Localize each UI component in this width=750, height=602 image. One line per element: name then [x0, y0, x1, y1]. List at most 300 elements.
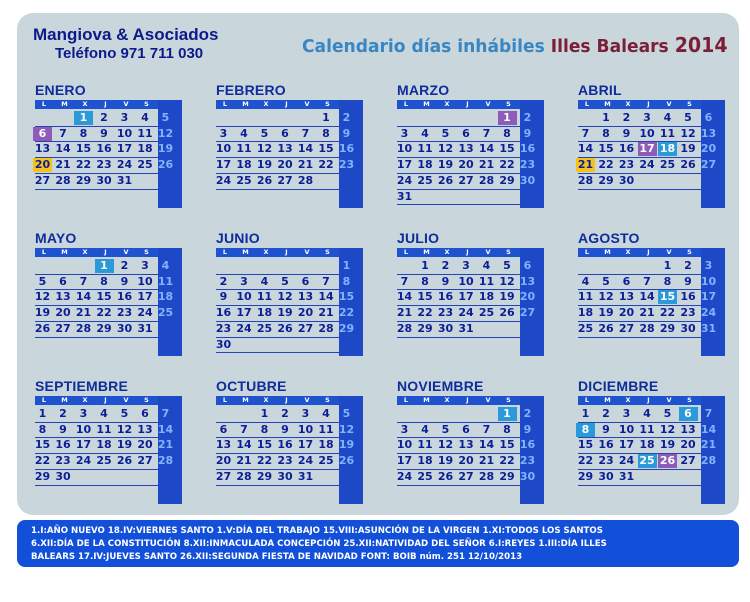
calendar-day: 27 — [137, 454, 153, 468]
calendar-day: 1 — [663, 259, 672, 272]
calendar-day: 7 — [581, 126, 590, 140]
week-divider — [397, 485, 520, 486]
calendar-day: 19 — [598, 306, 614, 320]
calendar-day: 14 — [318, 290, 334, 304]
calendar-day: 18 — [236, 158, 252, 172]
company-phone: Teléfono 971 711 030 — [55, 45, 204, 62]
calendar-day: 28 — [396, 321, 413, 335]
calendar-day: 22 — [338, 306, 355, 320]
calendar-day: 19 — [680, 142, 696, 156]
calendar-day: 29 — [96, 321, 112, 335]
weekday-label: L — [584, 248, 590, 256]
calendar-day: 18 — [256, 306, 273, 320]
calendar-day: 23 — [55, 454, 71, 468]
calendar-day: 11 — [639, 422, 655, 436]
weekday-label: M — [423, 100, 430, 108]
calendar-day: 29 — [417, 321, 433, 335]
month-octubre — [216, 378, 363, 490]
month-noviembre — [397, 378, 544, 490]
calendar-day: 2 — [602, 407, 610, 420]
calendar-day: 24 — [236, 321, 252, 335]
weekday-label: S — [687, 248, 692, 256]
month-name: OCTUBRE — [216, 378, 287, 394]
calendar-day: 2 — [622, 111, 631, 124]
calendar-day: 8 — [503, 126, 511, 140]
weekday-label: L — [403, 100, 409, 108]
calendar-day: 4 — [100, 407, 108, 420]
calendar-day: 12 — [499, 274, 515, 288]
page-title — [302, 33, 728, 57]
calendar-day: 5 — [663, 407, 672, 420]
calendar-day: 9 — [684, 274, 692, 288]
calendar-day: 7 — [161, 407, 170, 420]
weekday-label: M — [61, 248, 68, 256]
calendar-day: 21 — [157, 438, 174, 452]
calendar-day: 30 — [55, 469, 71, 483]
calendar-day: 24 — [396, 469, 413, 483]
calendar-day: 22 — [75, 158, 92, 172]
calendar-day: 11 — [256, 290, 273, 304]
calendar-day: 16 — [96, 142, 112, 156]
holiday-day: 1 — [498, 111, 517, 125]
calendar-day: 27 — [458, 173, 474, 187]
calendar-day: 5 — [161, 111, 170, 124]
calendar-day: 22 — [499, 158, 515, 172]
calendar-day: 16 — [519, 438, 536, 452]
calendar-day: 7 — [643, 274, 651, 288]
calendar-day: 30 — [116, 321, 133, 335]
calendar-day: 13 — [618, 290, 635, 304]
calendar-day: 6 — [301, 274, 310, 288]
calendar-day: 16 — [55, 438, 71, 452]
calendar-day: 20 — [137, 438, 153, 452]
calendar-day: 21 — [396, 306, 413, 320]
calendar-day: 14 — [157, 422, 174, 436]
calendar-day: 3 — [219, 126, 228, 140]
calendar-day: 10 — [618, 422, 635, 436]
calendar-day: 3 — [120, 111, 129, 124]
calendar-day: 4 — [421, 126, 429, 140]
month-abril — [578, 82, 725, 194]
weekday-label: S — [506, 396, 511, 404]
calendar-day: 22 — [96, 306, 112, 320]
calendar-day: 12 — [338, 422, 355, 436]
calendar-day: 21 — [478, 454, 495, 468]
calendar-day: 2 — [441, 259, 450, 272]
calendar-day: 19 — [659, 438, 676, 452]
calendar-day: 17 — [396, 454, 413, 468]
calendar-day: 12 — [437, 438, 454, 452]
calendar-day: 24 — [116, 158, 133, 172]
calendar-day: 25 — [96, 454, 112, 468]
calendar-day: 31 — [700, 321, 717, 335]
week-divider — [216, 189, 339, 190]
holiday-day: 1 — [74, 111, 93, 125]
calendar-day: 20 — [458, 454, 474, 468]
calendar-day: 24 — [618, 454, 635, 468]
calendar-day: 8 — [503, 422, 511, 436]
title-year: 2014 — [674, 33, 728, 57]
holiday-day: 15 — [659, 290, 676, 304]
month-septiembre — [35, 378, 182, 490]
calendar-day: 7 — [704, 407, 713, 420]
calendar-day: 13 — [458, 142, 474, 156]
month-junio — [215, 230, 363, 351]
week-divider — [397, 204, 520, 205]
calendar-day: 15 — [318, 142, 334, 156]
calendar-day: 13 — [215, 438, 232, 452]
calendar-day: 5 — [342, 407, 351, 420]
calendar-day: 4 — [161, 259, 170, 272]
calendar-day: 12 — [437, 142, 454, 156]
calendar-day: 6 — [622, 274, 631, 288]
calendar-day: 9 — [219, 290, 228, 304]
calendar-day: 7 — [482, 422, 491, 436]
calendar-day: 23 — [437, 306, 454, 320]
legend-line-3: BALEARS 17.IV:JUEVES SANTO 26.XII:SEGUNDA FIESTA DE NAVIDAD FONT: BOIB núm. 251 12/10/2013 — [31, 552, 523, 562]
calendar-day: 13 — [137, 422, 153, 436]
calendar-day: 18 — [639, 438, 655, 452]
calendar-day: 16 — [618, 142, 635, 156]
calendar-day: 21 — [75, 306, 92, 320]
calendar-day: 5 — [120, 407, 129, 420]
calendar-day: 14 — [700, 422, 717, 436]
calendar-day: 3 — [400, 126, 409, 140]
calendar-day: 1 — [322, 111, 330, 124]
calendar-day: 2 — [281, 407, 289, 420]
month-mayo — [35, 230, 182, 342]
calendar-day: 8 — [342, 274, 351, 288]
calendar-day: 10 — [396, 142, 413, 156]
company-block — [33, 26, 218, 61]
holiday-day: 25 — [639, 454, 655, 468]
calendar-day: 21 — [236, 454, 252, 468]
calendar-day: 19 — [437, 158, 454, 172]
calendar-day: 20 — [458, 158, 474, 172]
calendar-day: 14 — [478, 142, 495, 156]
weekday-label: X — [444, 248, 450, 256]
calendar-day: 26 — [116, 454, 133, 468]
calendar-day: 16 — [680, 290, 696, 304]
calendar-day: 17 — [458, 290, 474, 304]
calendar-day: 17 — [236, 306, 252, 320]
calendar-day: 28 — [318, 321, 334, 335]
calendar-day: 29 — [499, 469, 515, 483]
calendar-day: 4 — [260, 274, 269, 288]
weekday-label: X — [82, 100, 88, 108]
calendar-day: 19 — [34, 306, 51, 320]
calendar-day: 28 — [75, 321, 92, 335]
calendar-day: 3 — [301, 407, 310, 420]
calendar-day: 16 — [338, 142, 355, 156]
calendar-day: 4 — [482, 259, 491, 272]
calendar-day: 24 — [215, 173, 232, 187]
calendar-day: 17 — [700, 290, 717, 304]
calendar-day: 16 — [598, 438, 614, 452]
calendar-day: 8 — [421, 274, 429, 288]
calendar-day: 9 — [120, 274, 129, 288]
calendar-day: 15 — [499, 438, 515, 452]
calendar-day: 28 — [55, 173, 71, 187]
weekday-label: S — [687, 396, 692, 404]
calendar-day: 23 — [618, 158, 635, 172]
calendar-day: 7 — [59, 126, 67, 140]
calendar-day: 29 — [34, 469, 51, 483]
calendar-day: 26 — [437, 469, 454, 483]
calendar-day: 14 — [396, 290, 413, 304]
weekday-label: V — [666, 248, 672, 256]
calendar-day: 24 — [700, 306, 717, 320]
calendar-day: 29 — [659, 321, 676, 335]
calendar-day: 3 — [462, 259, 470, 272]
month-diciembre — [578, 378, 725, 490]
calendar-day: 16 — [277, 438, 293, 452]
calendar-day: 30 — [96, 173, 112, 187]
company-name: Mangiova & Asociados — [33, 25, 219, 44]
weekday-label: S — [144, 396, 149, 404]
calendar-day: 3 — [622, 407, 631, 420]
week-divider — [578, 485, 701, 486]
month-agosto — [578, 230, 725, 342]
calendar-day: 5 — [441, 126, 450, 140]
weekday-label: V — [123, 248, 129, 256]
calendar-day: 2 — [523, 111, 532, 124]
calendar-day: 21 — [478, 158, 495, 172]
calendar-day: 17 — [215, 158, 232, 172]
calendar-day: 25 — [157, 306, 174, 320]
weekday-label: M — [604, 248, 611, 256]
calendar-day: 6 — [281, 126, 289, 140]
calendar-day: 28 — [639, 321, 655, 335]
calendar-day: 16 — [519, 142, 536, 156]
calendar-day: 15 — [256, 438, 273, 452]
calendar-day: 24 — [75, 454, 92, 468]
calendar-day: 26 — [34, 321, 51, 335]
calendar-day: 13 — [680, 422, 696, 436]
calendar-day: 9 — [100, 126, 108, 140]
calendar-day: 14 — [577, 142, 594, 156]
calendar-day: 26 — [437, 173, 454, 187]
weekday-label: V — [485, 248, 491, 256]
calendar-day: 20 — [55, 306, 71, 320]
calendar-day: 23 — [338, 158, 355, 172]
month-name: SEPTIEMBRE — [35, 378, 129, 394]
calendar-day: 23 — [96, 158, 112, 172]
calendar-day: 15 — [75, 142, 92, 156]
calendar-day: 15 — [417, 290, 433, 304]
month-enero — [35, 82, 182, 194]
calendar-day: 11 — [96, 422, 112, 436]
weekday-label: J — [466, 100, 469, 108]
weekday-label: S — [325, 396, 330, 404]
weekday-label: L — [222, 396, 228, 404]
weekday-label: V — [304, 396, 310, 404]
calendar-day: 26 — [338, 454, 355, 468]
calendar-day: 30 — [598, 469, 614, 483]
calendar-day: 18 — [478, 290, 495, 304]
weekday-label: M — [61, 100, 68, 108]
calendar-day: 17 — [116, 142, 133, 156]
calendar-day: 21 — [700, 438, 717, 452]
calendar-day: 10 — [116, 126, 133, 140]
calendar-day: 3 — [141, 259, 149, 272]
calendar-day: 8 — [663, 274, 672, 288]
calendar-day: 19 — [277, 306, 293, 320]
calendar-day: 2 — [219, 274, 228, 288]
calendar-day: 9 — [342, 126, 351, 140]
calendar-day: 25 — [659, 158, 676, 172]
weekday-label: S — [144, 100, 149, 108]
calendar-day: 30 — [519, 469, 536, 483]
weekday-label: S — [687, 100, 692, 108]
calendar-day: 3 — [643, 111, 651, 124]
calendar-day: 13 — [34, 142, 51, 156]
calendar-day: 12 — [157, 126, 174, 140]
weekday-label: V — [123, 396, 129, 404]
calendar-day: 29 — [75, 173, 92, 187]
calendar-day: 17 — [75, 438, 92, 452]
calendar-day: 18 — [577, 306, 594, 320]
month-name: JULIO — [397, 230, 440, 246]
calendar-day: 24 — [458, 306, 474, 320]
weekday-label: M — [242, 248, 249, 256]
calendar-day: 13 — [700, 126, 717, 140]
calendar-day: 26 — [157, 158, 174, 172]
calendar-day: 22 — [34, 454, 51, 468]
calendar-day: 24 — [396, 173, 413, 187]
calendar-day: 22 — [417, 306, 433, 320]
weekday-label: M — [61, 396, 68, 404]
calendar-day: 13 — [297, 290, 314, 304]
calendar-day: 14 — [639, 290, 655, 304]
calendar-day: 21 — [297, 158, 314, 172]
calendar-day: 15 — [96, 290, 112, 304]
calendar-day: 27 — [55, 321, 71, 335]
month-marzo — [396, 82, 544, 203]
calendar-day: 1 — [581, 407, 590, 420]
calendar-day: 2 — [523, 407, 532, 420]
weekday-label: X — [263, 100, 269, 108]
calendar-day: 27 — [277, 173, 293, 187]
calendar-day: 5 — [602, 274, 610, 288]
calendar-day: 27 — [680, 454, 696, 468]
calendar-day: 30 — [277, 469, 293, 483]
calendar-day: 2 — [120, 259, 129, 272]
calendar-day: 31 — [396, 189, 413, 203]
weekday-label: X — [625, 100, 631, 108]
calendar-day: 22 — [499, 454, 515, 468]
holiday-legend — [17, 520, 739, 567]
weekday-label: S — [506, 248, 511, 256]
calendar-day: 12 — [34, 290, 51, 304]
calendar-day: 27 — [618, 321, 635, 335]
calendar-day: 21 — [639, 306, 655, 320]
calendar-day: 12 — [116, 422, 133, 436]
calendar-day: 15 — [338, 290, 355, 304]
weekday-label: J — [104, 100, 107, 108]
calendar-day: 11 — [417, 438, 433, 452]
calendar-day: 4 — [240, 126, 248, 140]
calendar-day: 31 — [297, 469, 314, 483]
calendar-day: 14 — [297, 142, 314, 156]
calendar-day: 26 — [277, 321, 293, 335]
weekday-label: S — [325, 100, 330, 108]
calendar-day: 10 — [639, 126, 655, 140]
calendar-day: 31 — [137, 321, 153, 335]
calendar-day: 31 — [618, 469, 635, 483]
weekday-label: V — [666, 396, 672, 404]
calendar-day: 13 — [519, 274, 536, 288]
calendar-day: 18 — [417, 454, 433, 468]
calendar-day: 28 — [700, 454, 717, 468]
calendar-day: 5 — [441, 422, 450, 436]
month-name: AGOSTO — [578, 230, 640, 246]
calendar-day: 4 — [643, 407, 651, 420]
calendar-day: 6 — [704, 111, 713, 124]
calendar-day: 30 — [519, 173, 536, 187]
calendar-day: 18 — [157, 290, 174, 304]
week-divider — [216, 485, 339, 486]
week-divider — [397, 337, 520, 338]
calendar-day: 31 — [116, 173, 133, 187]
calendar-day: 5 — [684, 111, 692, 124]
calendar-day: 11 — [659, 126, 676, 140]
calendar-day: 20 — [297, 306, 314, 320]
calendar-day: 9 — [59, 422, 67, 436]
calendar-day: 29 — [338, 321, 355, 335]
calendar-day: 12 — [598, 290, 614, 304]
holiday-day: 1 — [95, 259, 114, 273]
calendar-day: 24 — [297, 454, 314, 468]
calendar-day: 25 — [417, 173, 433, 187]
calendar-day: 13 — [458, 438, 474, 452]
calendar-day: 17 — [618, 438, 635, 452]
calendar-day: 6 — [59, 274, 67, 288]
calendar-day: 15 — [598, 142, 614, 156]
calendar-day: 21 — [318, 306, 334, 320]
weekday-label: J — [647, 248, 650, 256]
calendar-day: 9 — [602, 422, 610, 436]
calendar-day: 6 — [141, 407, 149, 420]
calendar-day: 7 — [400, 274, 409, 288]
calendar-day: 20 — [215, 454, 232, 468]
title-region: Illes Balears — [550, 36, 669, 57]
calendar-day: 31 — [458, 321, 474, 335]
week-divider — [35, 485, 158, 486]
calendar-day: 2 — [100, 111, 108, 124]
calendar-day: 29 — [577, 469, 594, 483]
calendar-day: 3 — [240, 274, 248, 288]
weekday-label: L — [41, 100, 47, 108]
calendar-day: 9 — [523, 126, 532, 140]
calendar-day: 4 — [663, 111, 672, 124]
week-divider — [35, 337, 158, 338]
calendar-day: 10 — [75, 422, 92, 436]
month-name: MARZO — [397, 82, 450, 98]
calendar-day: 4 — [421, 422, 429, 436]
calendar-day: 19 — [157, 142, 174, 156]
calendar-day: 3 — [704, 259, 713, 272]
weekday-label: M — [604, 396, 611, 404]
calendar-day: 8 — [38, 422, 47, 436]
weekday-label: V — [485, 100, 491, 108]
calendar-day: 9 — [281, 422, 289, 436]
calendar-day: 12 — [277, 290, 293, 304]
week-divider — [216, 352, 339, 353]
calendar-day: 20 — [680, 438, 696, 452]
month-name: JUNIO — [216, 230, 260, 246]
calendar-day: 12 — [659, 422, 676, 436]
